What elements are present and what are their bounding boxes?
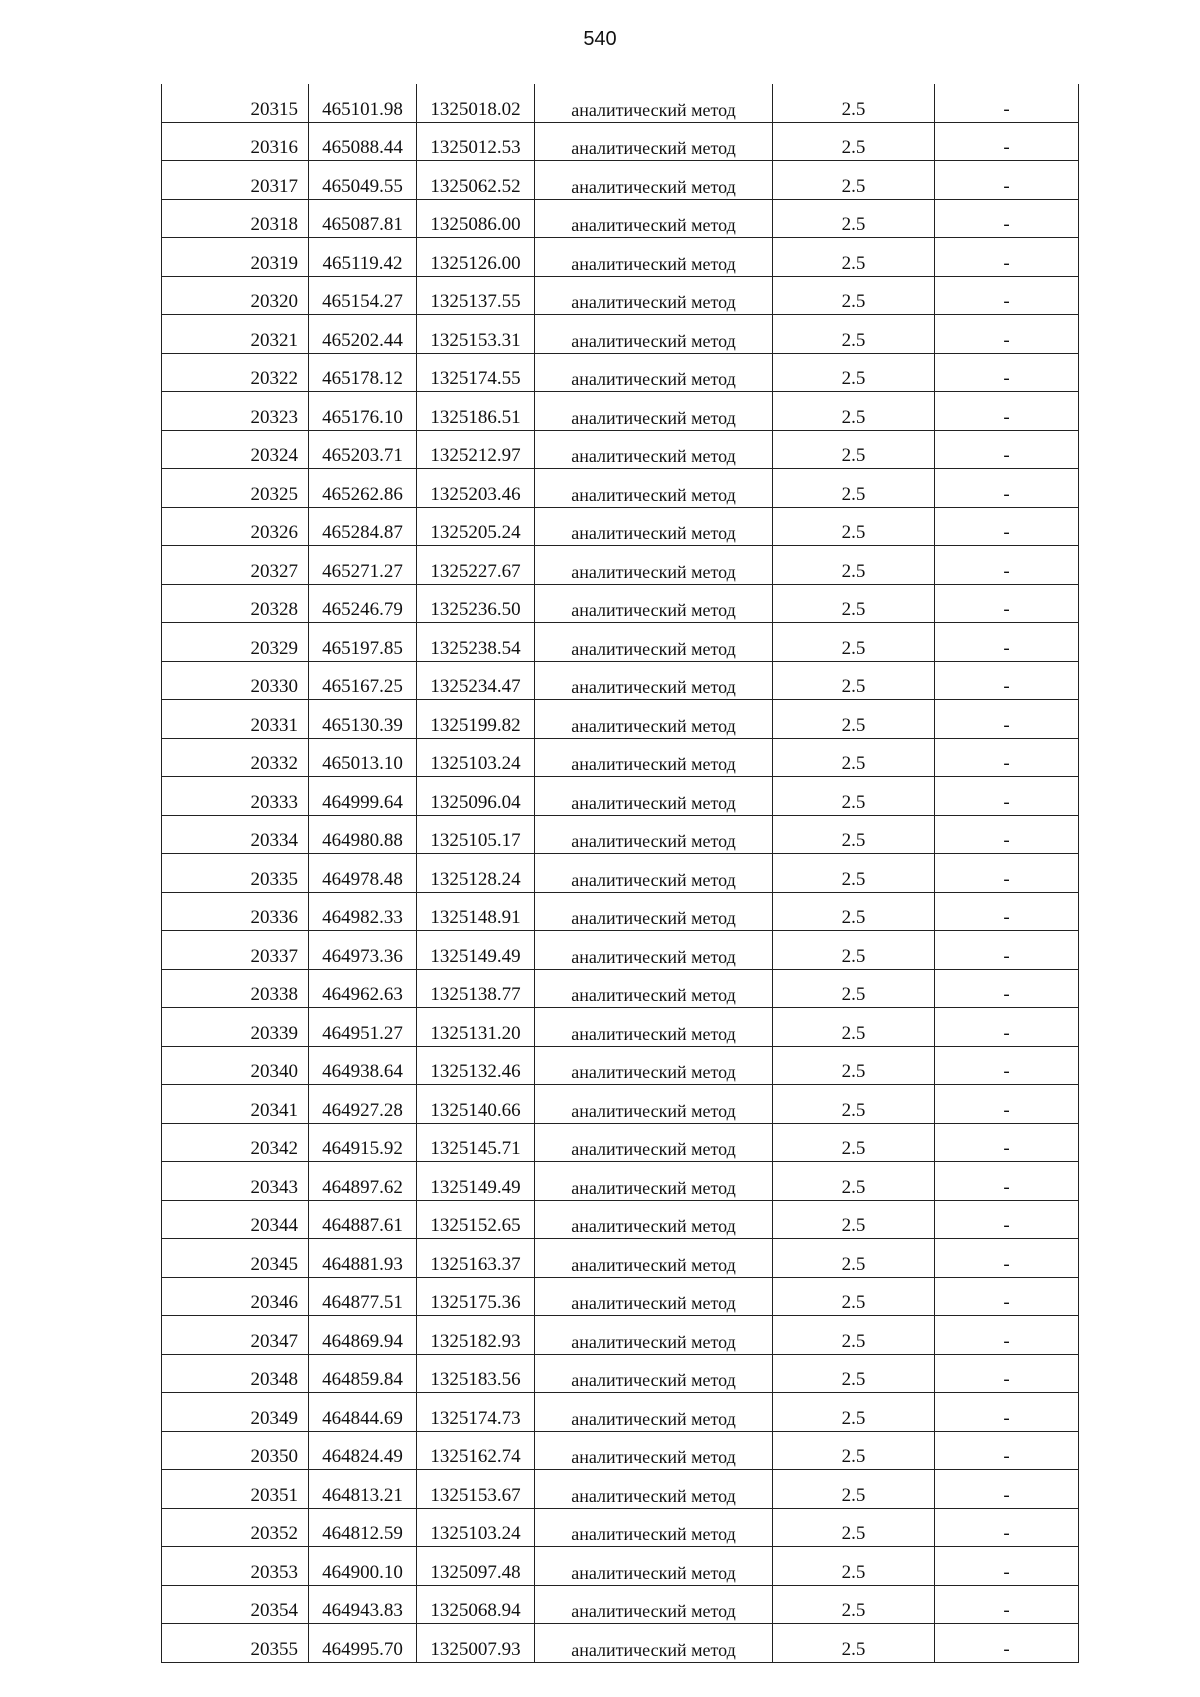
table-row (162, 661, 1079, 700)
note-cell: - (935, 1085, 1079, 1124)
method-cell: аналитический метод (535, 161, 773, 200)
point-number-cell: 20323 (162, 392, 309, 431)
accuracy-cell: 2.5 (773, 276, 935, 315)
accuracy-cell: 2.5 (773, 1508, 935, 1547)
point-number-cell: 20326 (162, 507, 309, 546)
note-cell: - (935, 199, 1079, 238)
accuracy-cell: 2.5 (773, 1239, 935, 1278)
y-coordinate-cell: 1325174.73 (417, 1393, 535, 1432)
x-coordinate-cell: 464951.27 (309, 1008, 417, 1047)
point-number-cell: 20345 (162, 1239, 309, 1278)
accuracy-cell: 2.5 (773, 1162, 935, 1201)
method-cell: аналитический метод (535, 777, 773, 816)
accuracy-cell: 2.5 (773, 815, 935, 854)
point-number-cell: 20350 (162, 1431, 309, 1470)
x-coordinate-cell: 465271.27 (309, 546, 417, 585)
note-cell: - (935, 469, 1079, 508)
x-coordinate-cell: 465202.44 (309, 315, 417, 354)
method-cell: аналитический метод (535, 623, 773, 662)
x-coordinate-cell: 464877.51 (309, 1277, 417, 1316)
y-coordinate-cell: 1325012.53 (417, 122, 535, 161)
method-cell: аналитический метод (535, 1239, 773, 1278)
y-coordinate-cell: 1325132.46 (417, 1046, 535, 1085)
x-coordinate-cell: 464813.21 (309, 1470, 417, 1509)
accuracy-cell: 2.5 (773, 315, 935, 354)
note-cell: - (935, 854, 1079, 893)
method-cell: аналитический метод (535, 854, 773, 893)
x-coordinate-cell: 465101.98 (309, 84, 417, 122)
y-coordinate-cell: 1325148.91 (417, 892, 535, 931)
x-coordinate-cell: 465197.85 (309, 623, 417, 662)
accuracy-cell: 2.5 (773, 854, 935, 893)
point-number-cell: 20320 (162, 276, 309, 315)
x-coordinate-cell: 465130.39 (309, 700, 417, 739)
method-cell: аналитический метод (535, 738, 773, 777)
accuracy-cell: 2.5 (773, 469, 935, 508)
accuracy-cell: 2.5 (773, 700, 935, 739)
point-number-cell: 20335 (162, 854, 309, 893)
point-number-cell: 20354 (162, 1585, 309, 1624)
accuracy-cell: 2.5 (773, 777, 935, 816)
y-coordinate-cell: 1325097.48 (417, 1547, 535, 1586)
note-cell: - (935, 1431, 1079, 1470)
x-coordinate-cell: 465178.12 (309, 353, 417, 392)
y-coordinate-cell: 1325163.37 (417, 1239, 535, 1278)
accuracy-cell: 2.5 (773, 161, 935, 200)
point-number-cell: 20334 (162, 815, 309, 854)
note-cell: - (935, 238, 1079, 277)
method-cell: аналитический метод (535, 546, 773, 585)
table-row (162, 1470, 1079, 1509)
x-coordinate-cell: 464812.59 (309, 1508, 417, 1547)
y-coordinate-cell: 1325236.50 (417, 584, 535, 623)
accuracy-cell: 2.5 (773, 84, 935, 122)
table-row (162, 507, 1079, 546)
point-number-cell: 20317 (162, 161, 309, 200)
y-coordinate-cell: 1325103.24 (417, 738, 535, 777)
note-cell: - (935, 1547, 1079, 1586)
note-cell: - (935, 1508, 1079, 1547)
note-cell: - (935, 1624, 1079, 1663)
note-cell: - (935, 1200, 1079, 1239)
method-cell: аналитический метод (535, 392, 773, 431)
method-cell: аналитический метод (535, 661, 773, 700)
y-coordinate-cell: 1325131.20 (417, 1008, 535, 1047)
point-number-cell: 20343 (162, 1162, 309, 1201)
method-cell: аналитический метод (535, 1508, 773, 1547)
note-cell: - (935, 1354, 1079, 1393)
method-cell: аналитический метод (535, 1085, 773, 1124)
method-cell: аналитический метод (535, 469, 773, 508)
method-cell: аналитический метод (535, 353, 773, 392)
table-row (162, 738, 1079, 777)
table-row (162, 122, 1079, 161)
x-coordinate-cell: 464978.48 (309, 854, 417, 893)
x-coordinate-cell: 465203.71 (309, 430, 417, 469)
method-cell: аналитический метод (535, 1200, 773, 1239)
method-cell: аналитический метод (535, 931, 773, 970)
table-row (162, 238, 1079, 277)
table-row (162, 584, 1079, 623)
method-cell: аналитический метод (535, 430, 773, 469)
note-cell: - (935, 1008, 1079, 1047)
x-coordinate-cell: 464897.62 (309, 1162, 417, 1201)
point-number-cell: 20340 (162, 1046, 309, 1085)
method-cell: аналитический метод (535, 1624, 773, 1663)
method-cell: аналитический метод (535, 84, 773, 122)
table-row (162, 1508, 1079, 1547)
x-coordinate-cell: 464824.49 (309, 1431, 417, 1470)
note-cell: - (935, 1239, 1079, 1278)
table-row (162, 276, 1079, 315)
note-cell: - (935, 1123, 1079, 1162)
page-number: 540 (583, 28, 617, 50)
accuracy-cell: 2.5 (773, 546, 935, 585)
method-cell: аналитический метод (535, 315, 773, 354)
method-cell: аналитический метод (535, 238, 773, 277)
x-coordinate-cell: 464844.69 (309, 1393, 417, 1432)
table-row (162, 777, 1079, 816)
table-body (162, 84, 1079, 1662)
method-cell: аналитический метод (535, 199, 773, 238)
table-row (162, 1046, 1079, 1085)
x-coordinate-cell: 464938.64 (309, 1046, 417, 1085)
note-cell: - (935, 1470, 1079, 1509)
x-coordinate-cell: 464859.84 (309, 1354, 417, 1393)
method-cell: аналитический метод (535, 1354, 773, 1393)
x-coordinate-cell: 465284.87 (309, 507, 417, 546)
y-coordinate-cell: 1325153.31 (417, 315, 535, 354)
accuracy-cell: 2.5 (773, 1624, 935, 1663)
accuracy-cell: 2.5 (773, 1470, 935, 1509)
point-number-cell: 20344 (162, 1200, 309, 1239)
y-coordinate-cell: 1325149.49 (417, 931, 535, 970)
method-cell: аналитический метод (535, 700, 773, 739)
method-cell: аналитический метод (535, 276, 773, 315)
table-row (162, 161, 1079, 200)
accuracy-cell: 2.5 (773, 1277, 935, 1316)
table-row (162, 931, 1079, 970)
point-number-cell: 20318 (162, 199, 309, 238)
point-number-cell: 20347 (162, 1316, 309, 1355)
table-row (162, 854, 1079, 893)
method-cell: аналитический метод (535, 1547, 773, 1586)
method-cell: аналитический метод (535, 584, 773, 623)
note-cell: - (935, 122, 1079, 161)
accuracy-cell: 2.5 (773, 1085, 935, 1124)
x-coordinate-cell: 464927.28 (309, 1085, 417, 1124)
accuracy-cell: 2.5 (773, 1008, 935, 1047)
note-cell: - (935, 546, 1079, 585)
y-coordinate-cell: 1325205.24 (417, 507, 535, 546)
point-number-cell: 20315 (162, 84, 309, 122)
table-row (162, 815, 1079, 854)
y-coordinate-cell: 1325007.93 (417, 1624, 535, 1663)
y-coordinate-cell: 1325105.17 (417, 815, 535, 854)
accuracy-cell: 2.5 (773, 1547, 935, 1586)
table-row (162, 546, 1079, 585)
point-number-cell: 20324 (162, 430, 309, 469)
table-row (162, 392, 1079, 431)
x-coordinate-cell: 465013.10 (309, 738, 417, 777)
accuracy-cell: 2.5 (773, 661, 935, 700)
point-number-cell: 20321 (162, 315, 309, 354)
point-number-cell: 20327 (162, 546, 309, 585)
point-number-cell: 20316 (162, 122, 309, 161)
method-cell: аналитический метод (535, 1277, 773, 1316)
point-number-cell: 20336 (162, 892, 309, 931)
method-cell: аналитический метод (535, 892, 773, 931)
method-cell: аналитический метод (535, 1123, 773, 1162)
table-row (162, 892, 1079, 931)
accuracy-cell: 2.5 (773, 122, 935, 161)
point-number-cell: 20348 (162, 1354, 309, 1393)
table-row (162, 1393, 1079, 1432)
note-cell: - (935, 161, 1079, 200)
y-coordinate-cell: 1325140.66 (417, 1085, 535, 1124)
accuracy-cell: 2.5 (773, 1393, 935, 1432)
y-coordinate-cell: 1325086.00 (417, 199, 535, 238)
point-number-cell: 20341 (162, 1085, 309, 1124)
y-coordinate-cell: 1325096.04 (417, 777, 535, 816)
accuracy-cell: 2.5 (773, 892, 935, 931)
y-coordinate-cell: 1325199.82 (417, 700, 535, 739)
point-number-cell: 20325 (162, 469, 309, 508)
accuracy-cell: 2.5 (773, 1200, 935, 1239)
note-cell: - (935, 623, 1079, 662)
accuracy-cell: 2.5 (773, 1431, 935, 1470)
coordinates-table (161, 84, 1079, 1663)
note-cell: - (935, 392, 1079, 431)
method-cell: аналитический метод (535, 1585, 773, 1624)
note-cell: - (935, 1277, 1079, 1316)
table-row (162, 1162, 1079, 1201)
table-row (162, 315, 1079, 354)
x-coordinate-cell: 465262.86 (309, 469, 417, 508)
method-cell: аналитический метод (535, 1162, 773, 1201)
accuracy-cell: 2.5 (773, 238, 935, 277)
note-cell: - (935, 315, 1079, 354)
accuracy-cell: 2.5 (773, 584, 935, 623)
y-coordinate-cell: 1325186.51 (417, 392, 535, 431)
x-coordinate-cell: 464915.92 (309, 1123, 417, 1162)
table-row (162, 700, 1079, 739)
point-number-cell: 20319 (162, 238, 309, 277)
note-cell: - (935, 1046, 1079, 1085)
table-row (162, 1316, 1079, 1355)
point-number-cell: 20328 (162, 584, 309, 623)
x-coordinate-cell: 465167.25 (309, 661, 417, 700)
note-cell: - (935, 430, 1079, 469)
y-coordinate-cell: 1325162.74 (417, 1431, 535, 1470)
x-coordinate-cell: 464881.93 (309, 1239, 417, 1278)
table-row (162, 969, 1079, 1008)
note-cell: - (935, 1393, 1079, 1432)
x-coordinate-cell: 464962.63 (309, 969, 417, 1008)
note-cell: - (935, 276, 1079, 315)
point-number-cell: 20342 (162, 1123, 309, 1162)
y-coordinate-cell: 1325152.65 (417, 1200, 535, 1239)
y-coordinate-cell: 1325062.52 (417, 161, 535, 200)
method-cell: аналитический метод (535, 122, 773, 161)
table-row (162, 353, 1079, 392)
y-coordinate-cell: 1325145.71 (417, 1123, 535, 1162)
x-coordinate-cell: 464980.88 (309, 815, 417, 854)
point-number-cell: 20330 (162, 661, 309, 700)
method-cell: аналитический метод (535, 1046, 773, 1085)
y-coordinate-cell: 1325138.77 (417, 969, 535, 1008)
note-cell: - (935, 815, 1079, 854)
point-number-cell: 20338 (162, 969, 309, 1008)
x-coordinate-cell: 465246.79 (309, 584, 417, 623)
x-coordinate-cell: 465088.44 (309, 122, 417, 161)
x-coordinate-cell: 464982.33 (309, 892, 417, 931)
accuracy-cell: 2.5 (773, 1046, 935, 1085)
y-coordinate-cell: 1325183.56 (417, 1354, 535, 1393)
accuracy-cell: 2.5 (773, 931, 935, 970)
accuracy-cell: 2.5 (773, 969, 935, 1008)
point-number-cell: 20351 (162, 1470, 309, 1509)
accuracy-cell: 2.5 (773, 353, 935, 392)
x-coordinate-cell: 464999.64 (309, 777, 417, 816)
note-cell: - (935, 1162, 1079, 1201)
x-coordinate-cell: 464900.10 (309, 1547, 417, 1586)
y-coordinate-cell: 1325174.55 (417, 353, 535, 392)
note-cell: - (935, 777, 1079, 816)
x-coordinate-cell: 465119.42 (309, 238, 417, 277)
note-cell: - (935, 353, 1079, 392)
point-number-cell: 20346 (162, 1277, 309, 1316)
x-coordinate-cell: 465049.55 (309, 161, 417, 200)
y-coordinate-cell: 1325149.49 (417, 1162, 535, 1201)
table-row (162, 1239, 1079, 1278)
x-coordinate-cell: 464995.70 (309, 1624, 417, 1663)
table-row (162, 469, 1079, 508)
x-coordinate-cell: 465087.81 (309, 199, 417, 238)
y-coordinate-cell: 1325212.97 (417, 430, 535, 469)
point-number-cell: 20339 (162, 1008, 309, 1047)
accuracy-cell: 2.5 (773, 430, 935, 469)
table-row (162, 1585, 1079, 1624)
y-coordinate-cell: 1325103.24 (417, 1508, 535, 1547)
table-row (162, 1008, 1079, 1047)
y-coordinate-cell: 1325126.00 (417, 238, 535, 277)
x-coordinate-cell: 465176.10 (309, 392, 417, 431)
point-number-cell: 20331 (162, 700, 309, 739)
note-cell: - (935, 507, 1079, 546)
table-row (162, 1354, 1079, 1393)
y-coordinate-cell: 1325137.55 (417, 276, 535, 315)
accuracy-cell: 2.5 (773, 1123, 935, 1162)
note-cell: - (935, 700, 1079, 739)
x-coordinate-cell: 464869.94 (309, 1316, 417, 1355)
y-coordinate-cell: 1325018.02 (417, 84, 535, 122)
note-cell: - (935, 661, 1079, 700)
point-number-cell: 20333 (162, 777, 309, 816)
note-cell: - (935, 84, 1079, 122)
accuracy-cell: 2.5 (773, 1316, 935, 1355)
note-cell: - (935, 969, 1079, 1008)
point-number-cell: 20332 (162, 738, 309, 777)
point-number-cell: 20352 (162, 1508, 309, 1547)
accuracy-cell: 2.5 (773, 1354, 935, 1393)
note-cell: - (935, 1585, 1079, 1624)
y-coordinate-cell: 1325175.36 (417, 1277, 535, 1316)
point-number-cell: 20349 (162, 1393, 309, 1432)
y-coordinate-cell: 1325203.46 (417, 469, 535, 508)
accuracy-cell: 2.5 (773, 392, 935, 431)
note-cell: - (935, 1316, 1079, 1355)
y-coordinate-cell: 1325153.67 (417, 1470, 535, 1509)
table-row (162, 1085, 1079, 1124)
table-row (162, 1200, 1079, 1239)
y-coordinate-cell: 1325234.47 (417, 661, 535, 700)
x-coordinate-cell: 464943.83 (309, 1585, 417, 1624)
table-row (162, 1547, 1079, 1586)
x-coordinate-cell: 464887.61 (309, 1200, 417, 1239)
point-number-cell: 20353 (162, 1547, 309, 1586)
coordinates-table-container (161, 84, 1078, 1663)
accuracy-cell: 2.5 (773, 507, 935, 546)
note-cell: - (935, 738, 1079, 777)
note-cell: - (935, 584, 1079, 623)
y-coordinate-cell: 1325238.54 (417, 623, 535, 662)
method-cell: аналитический метод (535, 969, 773, 1008)
accuracy-cell: 2.5 (773, 738, 935, 777)
x-coordinate-cell: 465154.27 (309, 276, 417, 315)
table-row (162, 199, 1079, 238)
point-number-cell: 20337 (162, 931, 309, 970)
accuracy-cell: 2.5 (773, 199, 935, 238)
accuracy-cell: 2.5 (773, 623, 935, 662)
table-row (162, 1624, 1079, 1663)
point-number-cell: 20322 (162, 353, 309, 392)
y-coordinate-cell: 1325182.93 (417, 1316, 535, 1355)
y-coordinate-cell: 1325227.67 (417, 546, 535, 585)
y-coordinate-cell: 1325128.24 (417, 854, 535, 893)
y-coordinate-cell: 1325068.94 (417, 1585, 535, 1624)
method-cell: аналитический метод (535, 507, 773, 546)
table-row (162, 430, 1079, 469)
note-cell: - (935, 892, 1079, 931)
method-cell: аналитический метод (535, 815, 773, 854)
point-number-cell: 20355 (162, 1624, 309, 1663)
table-row (162, 1431, 1079, 1470)
table-row (162, 623, 1079, 662)
method-cell: аналитический метод (535, 1393, 773, 1432)
table-row (162, 1277, 1079, 1316)
method-cell: аналитический метод (535, 1008, 773, 1047)
table-row (162, 84, 1079, 122)
method-cell: аналитический метод (535, 1470, 773, 1509)
point-number-cell: 20329 (162, 623, 309, 662)
method-cell: аналитический метод (535, 1316, 773, 1355)
accuracy-cell: 2.5 (773, 1585, 935, 1624)
note-cell: - (935, 931, 1079, 970)
method-cell: аналитический метод (535, 1431, 773, 1470)
table-row (162, 1123, 1079, 1162)
x-coordinate-cell: 464973.36 (309, 931, 417, 970)
